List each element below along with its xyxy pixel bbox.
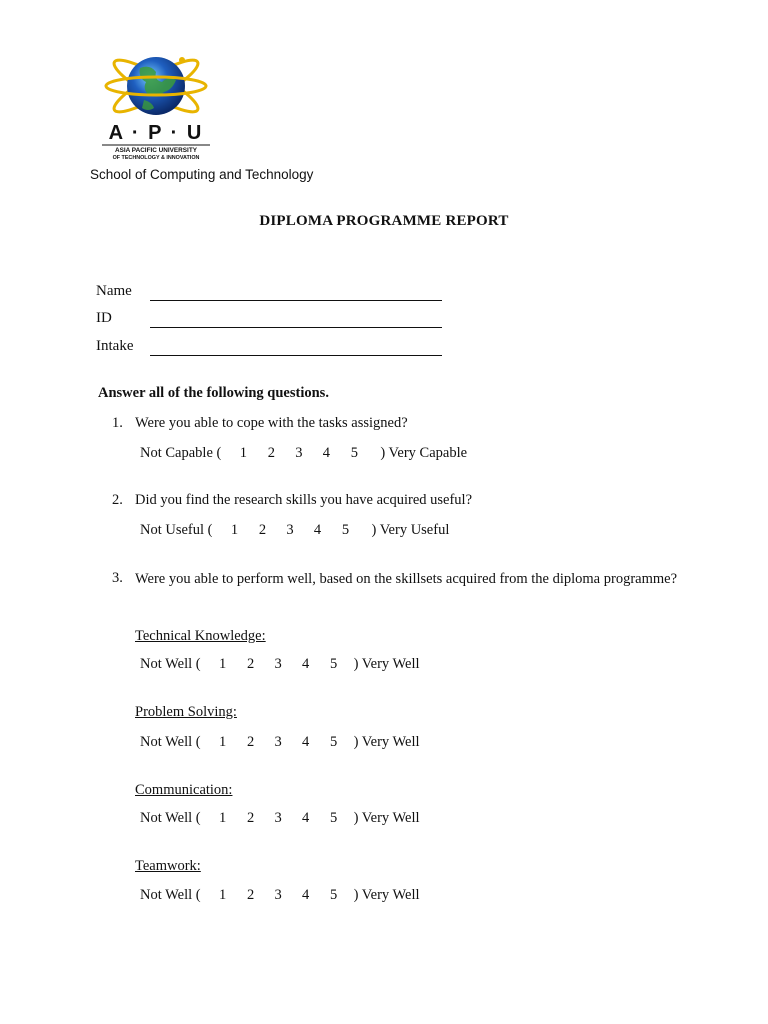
apu-logo: [96, 46, 216, 164]
scale-option[interactable]: 2: [246, 734, 255, 750]
instructions: Answer all of the following questions.: [98, 385, 329, 401]
scale-right-label: ) Very Well: [353, 887, 420, 903]
logo-wordmark: A · P · U: [108, 122, 204, 144]
scale-right-label: ) Very Well: [353, 656, 420, 672]
sub-question-label: Teamwork:: [135, 858, 201, 874]
technical-knowledge-scale: [140, 656, 420, 673]
scale-option[interactable]: 3: [295, 445, 303, 461]
scale-option[interactable]: 2: [267, 445, 275, 461]
scale-option[interactable]: 5: [329, 810, 338, 826]
scale-option[interactable]: 3: [274, 656, 282, 672]
globe-icon: [106, 52, 206, 119]
scale-right-label: ) Very Useful: [371, 522, 450, 538]
intake-field[interactable]: [150, 355, 442, 356]
scale-option[interactable]: 4: [301, 734, 310, 750]
communication-scale: [140, 810, 420, 827]
scale-option[interactable]: 1: [218, 887, 227, 903]
scale-option[interactable]: 4: [301, 656, 310, 672]
question-number: 3.: [112, 570, 123, 586]
scale-option[interactable]: 1: [218, 734, 227, 750]
teamwork-scale: [140, 887, 420, 904]
scale-option[interactable]: 5: [329, 656, 338, 672]
scale-option[interactable]: 4: [322, 445, 330, 461]
scale-option[interactable]: 5: [350, 445, 358, 461]
scale-option[interactable]: 3: [274, 810, 282, 826]
question-1-text: Were you able to cope with the tasks assigned?: [135, 415, 408, 431]
scale-option[interactable]: 1: [218, 656, 227, 672]
question-2-text: Did you find the research skills you have acquired useful?: [135, 492, 473, 508]
scale-right-label: ) Very Well: [353, 810, 420, 826]
scale-left-label: Not Well (: [140, 734, 201, 750]
scale-right-label: ) Very Capable: [380, 445, 468, 461]
scale-option[interactable]: 3: [286, 522, 294, 538]
question-1-scale: [140, 445, 467, 462]
scale-option[interactable]: 2: [246, 656, 255, 672]
scale-left-label: Not Capable (: [140, 445, 222, 461]
svg-text:ASIA PACIFIC UNIVERSITY: ASIA PACIFIC UNIVERSITY: [114, 147, 198, 154]
scale-option[interactable]: 5: [329, 887, 338, 903]
scale-option[interactable]: 3: [274, 887, 282, 903]
name-label: Name: [96, 283, 132, 299]
scale-option[interactable]: 1: [218, 810, 227, 826]
scale-left-label: Not Well (: [140, 656, 201, 672]
scale-option[interactable]: 1: [230, 522, 239, 538]
scale-option[interactable]: 4: [313, 522, 322, 538]
question-3-text: Were you able to perform well, based on the skillsets acquired from the diploma programme?: [135, 571, 678, 587]
document-title: DIPLOMA PROGRAMME REPORT: [259, 213, 509, 229]
scale-option[interactable]: 5: [329, 734, 338, 750]
sub-question-label: Communication:: [135, 782, 233, 798]
school-name: School of Computing and Technology: [90, 167, 314, 182]
scale-option[interactable]: 2: [246, 810, 255, 826]
id-label: ID: [96, 310, 112, 326]
scale-option[interactable]: 2: [246, 887, 255, 903]
question-number: 2.: [112, 492, 123, 508]
sub-question-label: Problem Solving:: [135, 704, 237, 720]
svg-text:OF TECHNOLOGY & INNOVATION: OF TECHNOLOGY & INNOVATION: [112, 155, 200, 161]
question-number: 1.: [112, 415, 123, 431]
scale-right-label: ) Very Well: [353, 734, 420, 750]
intake-label: Intake: [96, 338, 134, 354]
name-field[interactable]: [150, 300, 442, 301]
scale-option[interactable]: 4: [301, 810, 310, 826]
question-2-scale: [140, 522, 449, 539]
scale-option[interactable]: 4: [301, 887, 310, 903]
scale-option[interactable]: 5: [341, 522, 350, 538]
sub-question-label: Technical Knowledge:: [135, 628, 266, 644]
scale-option[interactable]: 2: [258, 522, 267, 538]
scale-left-label: Not Well (: [140, 810, 201, 826]
id-field[interactable]: [150, 327, 442, 328]
scale-option[interactable]: 1: [239, 445, 247, 461]
scale-option[interactable]: 3: [274, 734, 282, 750]
scale-left-label: Not Well (: [140, 887, 201, 903]
scale-left-label: Not Useful (: [140, 522, 213, 538]
problem-solving-scale: [140, 734, 420, 751]
